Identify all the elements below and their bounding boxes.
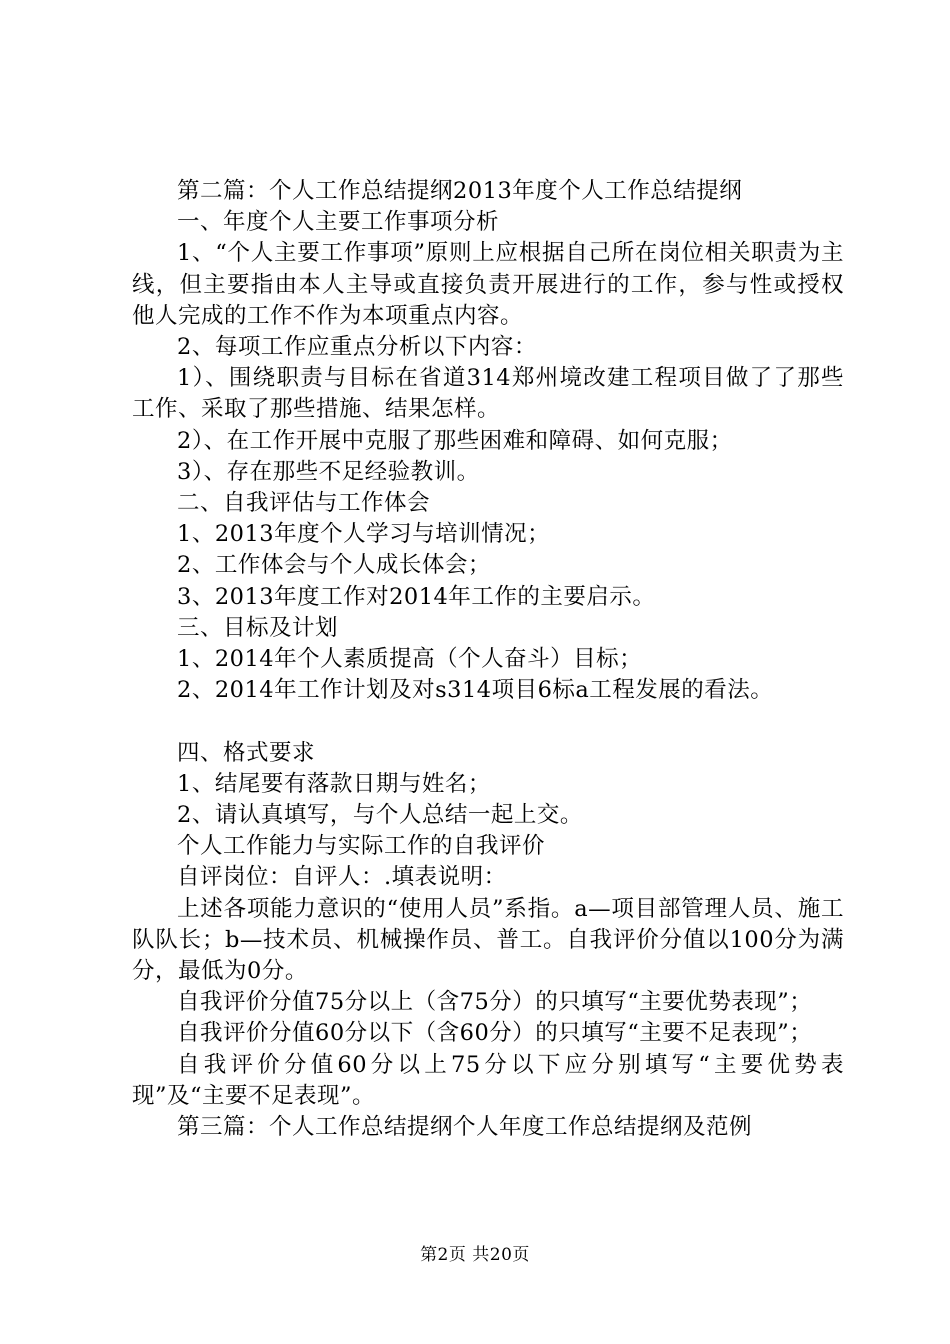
paragraph-main-work-items: 1、“个人主要工作事项”原则上应根据自己所在岗位相关职责为主线，但主要指由本人主导或直接负责开展进行的工作，参与性或授权他人完成的工作不作为本项重点内容。 <box>132 240 844 329</box>
heading-annual-work-analysis: 一、年度个人主要工作事项分析 <box>177 209 500 236</box>
heading-self-assessment: 二、自我评估与工作体会 <box>177 490 431 517</box>
list-item-submit: 2、请认真填写，与个人总结一起上交。 <box>177 802 583 829</box>
paragraph-users-definition: 上述各项能力意识的“使用人员”系指。a—项目部管理人员、施工队队长；b—技术员、机械操作员、普工。自我评价分值以100分为满分，最低为0分。 <box>132 895 844 985</box>
list-item-lessons: 3）、存在那些不足经验教训。 <box>177 458 480 485</box>
list-item-study-training: 1、2013年度个人学习与培训情况； <box>177 521 551 548</box>
list-item-personal-goals: 1、2014年个人素质提高（个人奋斗）目标； <box>177 646 643 673</box>
list-item-work-experience: 2、工作体会与个人成长体会； <box>177 552 491 579</box>
paragraph-score-above-75: 自我评价分值75分以上（含75分）的只填写“主要优势表现”； <box>177 989 813 1016</box>
document-body <box>132 176 844 1143</box>
list-item-inspiration: 3、2013年度工作对2014年工作的主要启示。 <box>177 583 656 610</box>
heading-format-requirements: 四、格式要求 <box>177 739 316 766</box>
form-fields-line: 自评岗位：自评人：.填表说明： <box>177 864 507 891</box>
list-item-signature: 1、结尾要有落款日期与姓名； <box>177 770 491 797</box>
page-number-footer: 第2页 共20页 <box>420 1245 530 1265</box>
heading-self-evaluation: 个人工作能力与实际工作的自我评价 <box>177 833 546 860</box>
paragraph-analysis-content: 2、每项工作应重点分析以下内容： <box>177 334 537 361</box>
heading-goals-plans: 三、目标及计划 <box>177 614 339 641</box>
section-heading-part-2: 第二篇：个人工作总结提纲2013年度个人工作总结提纲 <box>177 178 743 204</box>
list-item-difficulties: 2）、在工作开展中克服了那些困难和障碍、如何克服； <box>177 427 733 454</box>
paragraph-score-below-60: 自我评价分值60分以下（含60分）的只填写“主要不足表现”； <box>177 1020 813 1047</box>
blank-line <box>132 706 844 737</box>
list-item-work-plan: 2、2014年工作计划及对s314项目6标a工程发展的看法。 <box>177 677 774 704</box>
section-heading-part-3: 第三篇：个人工作总结提纲个人年度工作总结提纲及范例 <box>177 1114 753 1141</box>
list-item-work-done: 1）、围绕职责与目标在省道314郑州境改建工程项目做了了那些工作、采取了那些措施、结果怎样。 <box>132 365 844 423</box>
paragraph-score-60-75: 自我评价分值60分以上75分以下应分别填写“主要优势表现”及“主要不足表现”。 <box>132 1051 844 1109</box>
